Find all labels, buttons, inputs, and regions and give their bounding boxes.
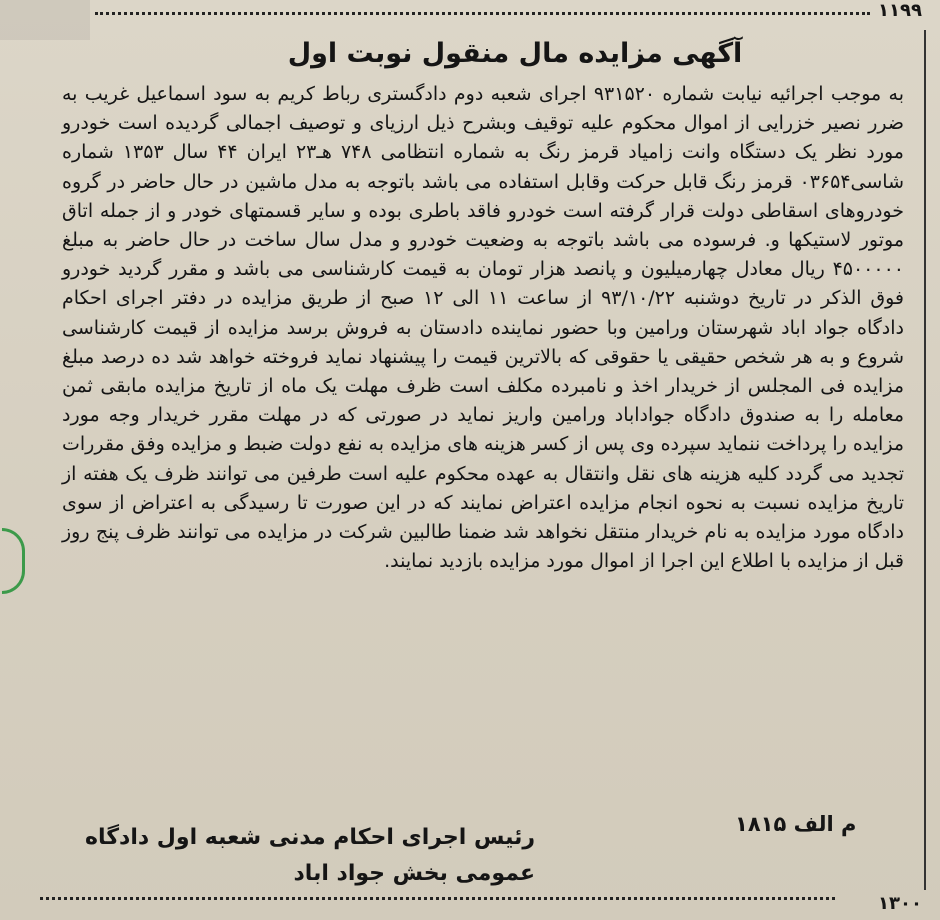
footer-number: ۱۳۰۰ xyxy=(878,893,922,914)
signature-block xyxy=(55,820,535,892)
signature-line-1: رئیس اجرای احکام مدنی شعبه اول دادگاه xyxy=(84,825,535,850)
notice-title: آگهی مزایده مال منقول نوبت اول xyxy=(287,38,743,69)
signature-line-2: عمومی بخش جواد اباد xyxy=(293,861,535,886)
bottom-divider xyxy=(40,897,835,900)
notice-body: به موجب اجرائیه نیابت شماره ۹۳۱۵۲۰ اجرای شعبه دوم دادگستری رباط کریم به سود اسماعیل غریب به ضرر نصیر خزرایی از اموال محکوم علیه توقیف وبشرح ذیل ارزیای و توصیف اجمالی گردیده است خودرو مورد نظر یک دستگاه وانت زامیاد قرمز رنگ به شماره انتظامی ۷۴۸ هـ۲۳ ایران ۴۴ سال ۱۳۵۳ شماره شاسی۰۳۶۵۴ قرمز رنگ قابل حرکت وقابل استفاده می باشد باتوجه به مدل ماشین در حال حاضر در گروه خودروهای اسقاطی دولت قرار گرفته است خودرو فاقد باطری بوده و سایر قسمتهای خودر و از جمله اتاق موتور لاستیکها و. فرسوده می باشد باتوجه به وضعیت خودرو و مدل سال ساخت در حال حاضر به مبلغ ۴۵۰۰۰۰۰ ریال معادل چهارمیلیون و پانصد هزار تومان به قیمت کارشناسی می باشد و مقرر گردید خودرو فوق الذکر در تاریخ دوشنبه ۹۳/۱۰/۲۲ از ساعت ۱۱ الی ۱۲ صبح از طریق مزایده در دفتر اجرای احکام دادگاه جواد اباد شهرستان ورامین وبا حضور نماینده دادستان به فروش برسد مزایده از قیمت کارشناسی شروع و به هر شخص حقیقی یا حقوقی که بالاترین قیمت را پیشنهاد نماید فروخته خواهد شد ده درصد مبلغ مزایده فی المجلس از خریدار اخذ و نامبرده مکلف است ظرف مهلت یک ماه از تاریخ مزایده مابقی ثمن معامله را به صندوق دادگاه جواداباد ورامین واریز نماید در صورتی که در مهلت مقرر خریدار وجه مورد مزایده را پرداخت ننماید سپرده وی پس از کسر هزینه های مزایده به نفع دولت ضبط و مزایده وفق مقررات تجدید می گردد کلیه هزینه های نقل وانتقال به عهده محکوم علیه است طرفین می توانند ظرف یک هفته از تاریخ مزایده نسبت به نحوه انجام مزایده اعتراض نمایند که در این صورت تا رسیدگی به اعتراض از سوی دادگاه مورد مزایده به نام خریدار منتقل نخواهد شد ضمنا طالبین شرکت در مزایده می توانند ظرف پنج روز قبل از مزایده با اطلاع این اجرا از اموال مورد مزایده بازدید نمایند. xyxy=(62,83,905,573)
page-number: ۱۱۹۹ xyxy=(878,0,922,21)
top-divider xyxy=(95,12,870,15)
scan-shadow xyxy=(0,0,90,40)
column-border xyxy=(924,30,926,890)
reference-number: م الف ۱۸۱۵ xyxy=(735,812,857,836)
handwritten-margin-mark xyxy=(2,528,25,594)
